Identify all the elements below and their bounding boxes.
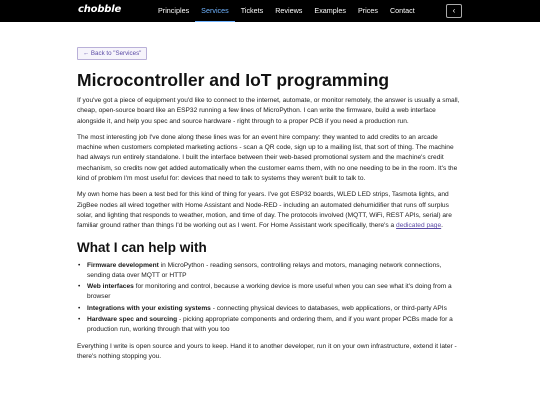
list-item — [77, 304, 464, 314]
list-item-title: Integrations with your existing systems — [87, 304, 211, 312]
home-testbed-paragraph — [77, 190, 464, 231]
main-nav — [152, 0, 421, 22]
list-item-title: Firmware development — [87, 261, 159, 269]
list-item-text: - connecting physical devices to databases, web applications, or third-party APIs — [210, 304, 447, 312]
closing-paragraph: Everything I write is open source and yours to keep. Hand it to another developer, run it on your own infrastructure, extend it later - there's nothing stopping you. — [77, 342, 457, 360]
list-item-title: Web interfaces — [87, 283, 134, 291]
arcade-paragraph: The most interesting job I've done along these lines was for an event hire company: they wanted to add credits to an arcade machine when customers completed marketing actions - scan a QR code, sign up to a mailing list, that sort of thing. The machine had always run entirely standalone. I built the interface between their web-based promotional system and the machine's credit mechanism, so credits now get added automatically when the customer earns them, with no one needing to be in the room. It's the kind of problem I'm most useful for: devices that need to talk to systems they weren't built to talk to. — [77, 133, 458, 183]
home-testbed-text: My own home has been a test bed for this kind of thing for years. I've got ESP32 boards, WLED LED strips, Tasmota lights, and ZigBee nodes all wired together with Home Assistant and Node-RED - including an automated dehumidifier that runs off surplus solar, and lighting that responds to weather, motion, and time of day. The protocols involved (MQTT, WiFi, REST APIs, serial) are familiar ground rather than things I'd be working out as I went. For Home Assistant work specifically, there's a — [77, 191, 452, 230]
site-logo[interactable]: chobble — [78, 4, 122, 15]
list-item-title: Hardware spec and sourcing — [87, 316, 178, 324]
list-item-text: for monitoring and control, because a working device is more useful when you can see what it's doing from a browser — [87, 283, 452, 301]
nav-item-examples[interactable]: Examples — [314, 6, 346, 15]
list-item — [77, 261, 464, 282]
nav-item-prices[interactable]: Prices — [357, 6, 378, 15]
dedicated-page-link[interactable]: dedicated page — [396, 222, 442, 230]
intro-paragraph: If you've got a piece of equipment you'd like to connect to the internet, automate, or monitor remotely, the answer is usually a small, cheap, open-source board like an ESP32 running a few lines of MicroPython. I can write the firmware, build a web interface alongside it, and help you spec and source hardware - right through to a proper PCB if you need a production run. — [77, 97, 460, 125]
home-testbed-end: . — [441, 222, 443, 230]
nav-item-tickets[interactable]: Tickets — [240, 6, 264, 15]
top-nav-bar — [0, 0, 540, 22]
list-item — [77, 315, 464, 336]
menu-toggle-icon[interactable]: ‹ — [446, 4, 462, 18]
list-item-text: in MicroPython - reading sensors, controlling relays and motors, managing network connections, sending data over MQTT or HTTP — [87, 261, 442, 279]
main-content — [77, 42, 464, 368]
list-item — [77, 282, 464, 303]
section-heading: What I can help with — [77, 239, 207, 255]
services-list — [77, 261, 464, 336]
nav-item-contact[interactable]: Contact — [389, 6, 415, 15]
page-title: Microcontroller and IoT programming — [77, 70, 390, 90]
nav-item-reviews[interactable]: Reviews — [275, 6, 303, 15]
nav-item-services[interactable]: Services — [195, 0, 235, 22]
back-to-services-button[interactable]: ← Back to "Services" — [77, 47, 147, 60]
list-item-text: - picking appropriate components and ordering them, and if you want proper PCBs made for a production run, working through that with you too — [87, 316, 453, 334]
nav-item-principles[interactable]: Principles — [158, 6, 190, 15]
